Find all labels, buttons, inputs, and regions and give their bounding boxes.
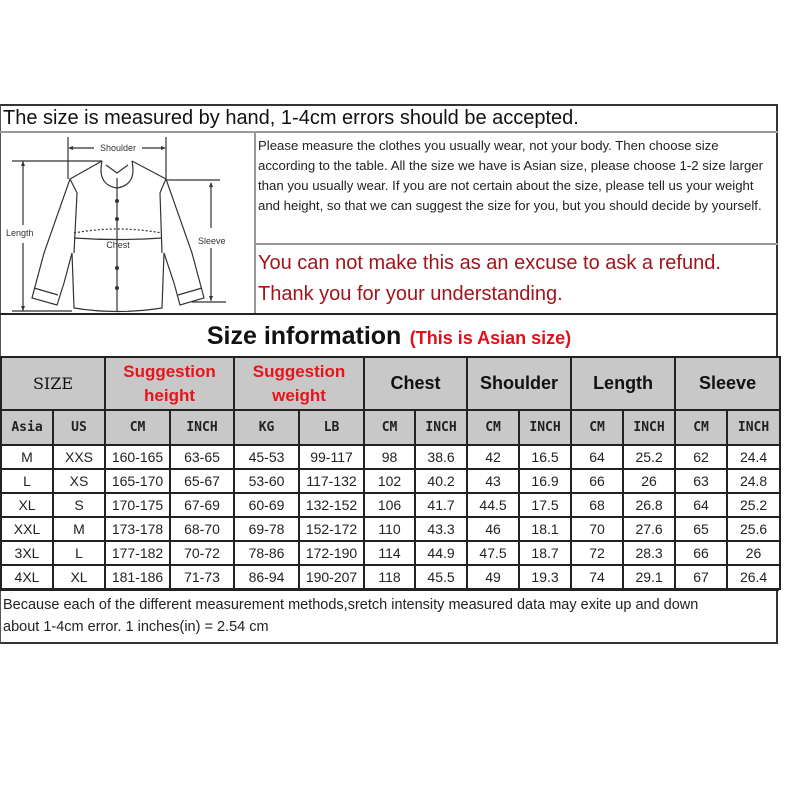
table-cell: 78-86: [234, 541, 299, 565]
shirt-outline-icon: [2, 133, 252, 313]
size-table: [0, 356, 781, 590]
table-cell: 67-69: [170, 493, 234, 517]
table-cell: M: [53, 517, 105, 541]
table-cell: 68: [571, 493, 623, 517]
header-size: SIZE: [1, 357, 105, 410]
table-cell: XXS: [53, 445, 105, 469]
unit-sleeve-inch: INCH: [727, 410, 780, 445]
disclaimer-line: Because each of the different measurement methods,sretch intensity measured data may exite up and down: [3, 597, 699, 613]
table-cell: M: [1, 445, 53, 469]
header-shoulder: Shoulder: [467, 357, 571, 410]
table-cell: 65-67: [170, 469, 234, 493]
thanks-line: Thank you for your understanding.: [258, 283, 563, 305]
header-sleeve: Sleeve: [675, 357, 780, 410]
table-cell: 49: [467, 565, 519, 589]
table-cell: 160-165: [105, 445, 170, 469]
header-suggestion-height: Suggestion height: [105, 357, 234, 410]
unit-shoulder-cm: CM: [467, 410, 519, 445]
table-cell: 69-78: [234, 517, 299, 541]
unit-length-inch: INCH: [623, 410, 675, 445]
table-cell: 43: [467, 469, 519, 493]
table-cell: 24.8: [727, 469, 780, 493]
table-cell: 3XL: [1, 541, 53, 565]
table-cell: 172-190: [299, 541, 364, 565]
table-cell: 86-94: [234, 565, 299, 589]
table-row: [1, 493, 780, 517]
table-cell: 43.3: [415, 517, 467, 541]
refund-warning: [258, 248, 778, 310]
table-cell: 41.7: [415, 493, 467, 517]
table-cell: 24.4: [727, 445, 780, 469]
table-cell: 4XL: [1, 565, 53, 589]
table-cell: 64: [571, 445, 623, 469]
divider: [0, 313, 778, 315]
table-cell: 46: [467, 517, 519, 541]
table-cell: S: [53, 493, 105, 517]
unit-shoulder-inch: INCH: [519, 410, 571, 445]
divider: [0, 589, 779, 591]
table-cell: 28.3: [623, 541, 675, 565]
table-cell: 74: [571, 565, 623, 589]
unit-height-inch: INCH: [170, 410, 234, 445]
table-cell: L: [53, 541, 105, 565]
table-cell: 170-175: [105, 493, 170, 517]
table-cell: 18.1: [519, 517, 571, 541]
conversion-note: about 1-4cm error. 1 inches(in) = 2.54 cm: [3, 619, 269, 635]
table-cell: 70: [571, 517, 623, 541]
table-cell: 25.2: [623, 445, 675, 469]
table-cell: 47.5: [467, 541, 519, 565]
table-row: [1, 469, 780, 493]
table-cell: 110: [364, 517, 415, 541]
unit-weight-lb: LB: [299, 410, 364, 445]
table-row: [1, 517, 780, 541]
table-cell: 44.9: [415, 541, 467, 565]
sleeve-label: Sleeve: [198, 236, 226, 246]
table-cell: 62: [675, 445, 727, 469]
asian-size-note: (This is Asian size): [409, 328, 572, 348]
table-cell: 45-53: [234, 445, 299, 469]
divider: [256, 243, 778, 245]
table-cell: 60-69: [234, 493, 299, 517]
table-cell: XS: [53, 469, 105, 493]
table-cell: 106: [364, 493, 415, 517]
shoulder-label: Shoulder: [99, 143, 137, 153]
unit-asia: Asia: [1, 410, 53, 445]
size-info-heading: Size information: [206, 322, 402, 350]
shirt-measurement-diagram: [2, 133, 252, 313]
table-cell: 26.8: [623, 493, 675, 517]
table-cell: 70-72: [170, 541, 234, 565]
table-cell: 44.5: [467, 493, 519, 517]
unit-chest-cm: CM: [364, 410, 415, 445]
table-row: [1, 541, 780, 565]
table-cell: L: [1, 469, 53, 493]
table-cell: 181-186: [105, 565, 170, 589]
table-cell: 66: [571, 469, 623, 493]
table-cell: 65: [675, 517, 727, 541]
header-suggestion-weight: Suggestion weight: [234, 357, 364, 410]
table-cell: 27.6: [623, 517, 675, 541]
table-cell: XXL: [1, 517, 53, 541]
table-cell: 132-152: [299, 493, 364, 517]
table-cell: 18.7: [519, 541, 571, 565]
unit-height-cm: CM: [105, 410, 170, 445]
table-cell: 63: [675, 469, 727, 493]
divider: [254, 133, 256, 313]
chest-label: Chest: [106, 240, 130, 250]
table-cell: 26: [727, 541, 780, 565]
table-cell: 99-117: [299, 445, 364, 469]
table-cell: 67: [675, 565, 727, 589]
table-cell: 25.2: [727, 493, 780, 517]
measuring-instructions: Please measure the clothes you usually wear, not your body. Then choose size according to the table. All the size we have is Asian size, please choose 1-2 size larger than you usually wear. If you are not certain about the size, please tell us your weight and height, so that we can suggest the size for you, but you should decide by yourself.: [258, 138, 764, 213]
measurement-disclaimer: [2, 594, 777, 638]
header-chest: Chest: [364, 357, 467, 410]
table-cell: 190-207: [299, 565, 364, 589]
table-cell: 102: [364, 469, 415, 493]
table-cell: 53-60: [234, 469, 299, 493]
header-length: Length: [571, 357, 675, 410]
group-header-row: [1, 357, 780, 410]
table-cell: XL: [53, 565, 105, 589]
table-cell: 114: [364, 541, 415, 565]
unit-sleeve-cm: CM: [675, 410, 727, 445]
refund-warning-line: You can not make this as an excuse to ask a refund.: [258, 252, 721, 274]
table-cell: 25.6: [727, 517, 780, 541]
length-label: Length: [6, 228, 34, 238]
unit-us: US: [53, 410, 105, 445]
table-cell: 38.6: [415, 445, 467, 469]
table-cell: 16.9: [519, 469, 571, 493]
measurement-error-note: The size is measured by hand, 1-4cm errors should be accepted.: [3, 107, 579, 129]
unit-chest-inch: INCH: [415, 410, 467, 445]
table-row: [1, 445, 780, 469]
table-cell: 165-170: [105, 469, 170, 493]
table-cell: 40.2: [415, 469, 467, 493]
table-cell: 17.5: [519, 493, 571, 517]
table-cell: 26: [623, 469, 675, 493]
table-cell: 117-132: [299, 469, 364, 493]
table-cell: 118: [364, 565, 415, 589]
unit-length-cm: CM: [571, 410, 623, 445]
table-cell: 64: [675, 493, 727, 517]
table-cell: 19.3: [519, 565, 571, 589]
table-cell: XL: [1, 493, 53, 517]
table-cell: 173-178: [105, 517, 170, 541]
size-table-title: [0, 316, 778, 356]
table-cell: 68-70: [170, 517, 234, 541]
unit-weight-kg: KG: [234, 410, 299, 445]
table-cell: 29.1: [623, 565, 675, 589]
table-cell: 152-172: [299, 517, 364, 541]
table-cell: 98: [364, 445, 415, 469]
table-cell: 66: [675, 541, 727, 565]
size-table-body: [1, 445, 780, 589]
table-cell: 71-73: [170, 565, 234, 589]
table-cell: 42: [467, 445, 519, 469]
table-row: [1, 565, 780, 589]
table-cell: 45.5: [415, 565, 467, 589]
table-cell: 26.4: [727, 565, 780, 589]
unit-header-row: [1, 410, 780, 445]
table-cell: 177-182: [105, 541, 170, 565]
table-cell: 16.5: [519, 445, 571, 469]
table-cell: 63-65: [170, 445, 234, 469]
table-cell: 72: [571, 541, 623, 565]
